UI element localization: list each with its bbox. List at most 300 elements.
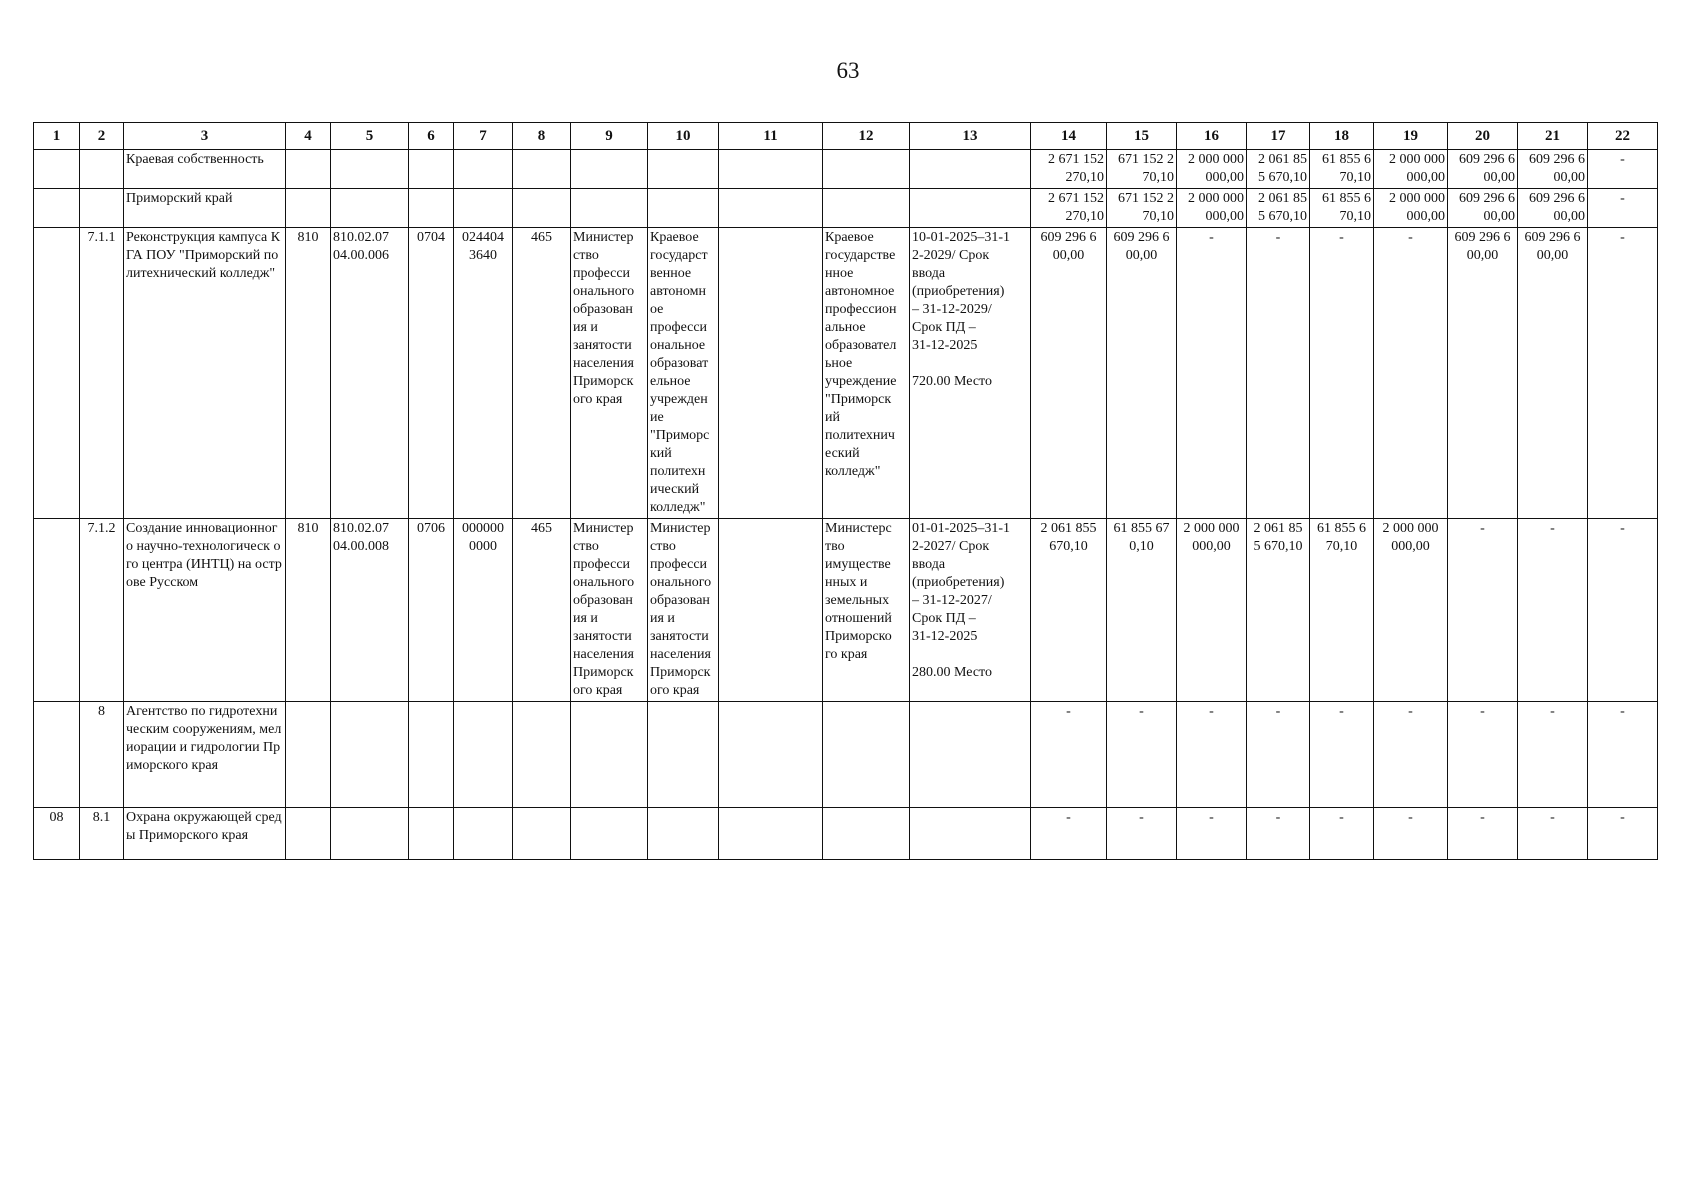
cell-col-12 <box>823 150 910 189</box>
column-header-8: 8 <box>513 123 571 150</box>
cell-line: 000,00 <box>1205 170 1244 185</box>
cell-line: 2 000 000 <box>1389 191 1445 206</box>
cell-col-15 <box>1107 189 1177 228</box>
cell-col-18 <box>1310 189 1374 228</box>
cell-col-1 <box>34 150 80 189</box>
cell-col-12 <box>823 702 910 808</box>
cell-col-16: - <box>1177 702 1247 808</box>
cell-line: 000000 <box>462 521 504 536</box>
cell-line: 000,00 <box>1406 170 1445 185</box>
cell-line: государстве <box>825 248 896 263</box>
cell-col-9 <box>571 519 648 702</box>
cell-col-18: - <box>1310 228 1374 519</box>
cell-col-9 <box>571 228 648 519</box>
cell-line: ия и <box>573 320 598 335</box>
cell-col-9 <box>571 702 648 808</box>
cell-line: образовател <box>825 338 897 353</box>
cell-line: еский <box>825 446 860 461</box>
cell-col-10 <box>648 808 719 860</box>
cell-col-12 <box>823 228 910 519</box>
cell-col-22: - <box>1588 189 1658 228</box>
cell-line: 00,00 <box>1553 170 1585 185</box>
cell-line: 609 296 6 <box>1529 152 1585 167</box>
cell-col-7 <box>454 519 513 702</box>
cell-line: 270,10 <box>1065 170 1104 185</box>
cell-line: го края <box>825 647 868 662</box>
cell-line: 2 000 000 <box>1188 191 1244 206</box>
cell-line: 609 296 6 <box>1113 230 1170 245</box>
cell-col-16: - <box>1177 228 1247 519</box>
cell-line: – 31-12-2029/ <box>912 302 992 317</box>
cell-line: Министер <box>573 521 634 536</box>
column-header-2: 2 <box>80 123 124 150</box>
cell-col-3: Агентство по гидротехническим сооружениям, мелиорации и гидрологии Приморского края <box>124 702 286 808</box>
cell-col-13 <box>910 150 1031 189</box>
cell-line: 2 000 000 <box>1382 521 1439 536</box>
cell-line: государст <box>650 248 708 263</box>
cell-col-19 <box>1374 189 1448 228</box>
cell-line: занятости <box>573 338 632 353</box>
cell-line: 000,00 <box>1192 539 1231 554</box>
column-header-1: 1 <box>34 123 80 150</box>
cell-col-16: - <box>1177 808 1247 860</box>
cell-line: 2 061 85 <box>1258 191 1307 206</box>
cell-line: 609 296 6 <box>1459 152 1515 167</box>
cell-col-20: - <box>1448 702 1518 808</box>
cell-line: 70,10 <box>1339 209 1371 224</box>
cell-col-2 <box>80 150 124 189</box>
cell-col-21: - <box>1518 808 1588 860</box>
cell-line: образован <box>650 593 710 608</box>
table-row <box>34 189 1658 228</box>
cell-col-19: - <box>1374 808 1448 860</box>
cell-line: Срок ПД – <box>912 320 976 335</box>
cell-col-4 <box>286 808 331 860</box>
cell-line: 31-12-2025 <box>912 338 978 353</box>
cell-line: 280.00 Место <box>912 665 992 680</box>
cell-line: 61 855 6 <box>1322 191 1371 206</box>
cell-col-2: 8 <box>80 702 124 808</box>
cell-line: 609 296 6 <box>1524 230 1581 245</box>
cell-col-3: Краевая собственность <box>124 150 286 189</box>
cell-line: 70,10 <box>1325 539 1358 554</box>
cell-line: земельных <box>825 593 890 608</box>
cell-col-2: 7.1.1 <box>80 228 124 519</box>
cell-line: 0000 <box>469 539 497 554</box>
cell-col-15 <box>1107 150 1177 189</box>
cell-line: 61 855 6 <box>1322 152 1371 167</box>
cell-line: нное <box>825 266 854 281</box>
cell-line: 670,10 <box>1049 539 1088 554</box>
column-header-6: 6 <box>409 123 454 150</box>
cell-col-22: - <box>1588 519 1658 702</box>
column-header-5: 5 <box>331 123 409 150</box>
cell-line: ого края <box>573 392 623 407</box>
cell-col-22: - <box>1588 228 1658 519</box>
cell-line: 5 670,10 <box>1258 170 1307 185</box>
budget-table <box>33 122 1658 860</box>
cell-line: автономн <box>650 284 706 299</box>
page-number: 63 <box>836 58 860 83</box>
cell-line: ое <box>650 302 664 317</box>
cell-col-11 <box>719 228 823 519</box>
table-row <box>34 519 1658 702</box>
cell-col-17: - <box>1247 808 1310 860</box>
cell-line: 61 855 67 <box>1113 521 1170 536</box>
cell-line: учреждение <box>825 374 897 389</box>
cell-line: 2 671 152 <box>1048 191 1104 206</box>
cell-col-8 <box>513 808 571 860</box>
cell-col-4 <box>286 702 331 808</box>
cell-line: 01-01-2025–31-1 <box>912 521 1010 536</box>
cell-line: 2-2029/ Срок <box>912 248 990 263</box>
cell-col-21 <box>1518 150 1588 189</box>
cell-col-4 <box>286 189 331 228</box>
cell-col-13 <box>910 702 1031 808</box>
cell-col-8 <box>513 189 571 228</box>
cell-col-21: - <box>1518 702 1588 808</box>
cell-line: ельное <box>650 374 691 389</box>
cell-col-15 <box>1107 519 1177 702</box>
cell-line <box>912 646 1028 664</box>
cell-col-7 <box>454 808 513 860</box>
cell-line: "Приморск <box>825 392 892 407</box>
cell-line: 2 000 000 <box>1389 152 1445 167</box>
column-header-16: 16 <box>1177 123 1247 150</box>
table-row <box>34 150 1658 189</box>
table-row <box>34 228 1658 519</box>
cell-line: Приморск <box>573 374 634 389</box>
cell-line: ический <box>650 482 700 497</box>
cell-col-20: - <box>1448 519 1518 702</box>
cell-line: 70,10 <box>1339 170 1371 185</box>
cell-col-6 <box>409 150 454 189</box>
cell-line: колледж" <box>650 500 706 515</box>
cell-line: 70,10 <box>1142 170 1174 185</box>
cell-line: 2 000 000 <box>1188 152 1244 167</box>
cell-line: политехн <box>650 464 706 479</box>
cell-line: ввода <box>912 266 946 281</box>
cell-col-18: - <box>1310 702 1374 808</box>
cell-line: 04.00.008 <box>333 539 389 554</box>
cell-line: кий <box>650 446 672 461</box>
cell-col-10 <box>648 189 719 228</box>
cell-line: венное <box>650 266 692 281</box>
cell-col-20: - <box>1448 808 1518 860</box>
cell-line: онального <box>573 575 635 590</box>
cell-col-7 <box>454 150 513 189</box>
cell-line: 609 296 6 <box>1454 230 1511 245</box>
cell-col-19: - <box>1374 702 1448 808</box>
header-row <box>34 123 1658 150</box>
cell-col-4: 810 <box>286 228 331 519</box>
cell-line: 720.00 Место <box>912 374 992 389</box>
cell-col-8 <box>513 150 571 189</box>
cell-line <box>912 355 1028 373</box>
cell-line: 609 296 6 <box>1459 191 1515 206</box>
cell-col-3: Создание инновационного научно-технологическ ого центра (ИНТЦ) на острове Русском <box>124 519 286 702</box>
cell-col-18 <box>1310 519 1374 702</box>
cell-line: 00,00 <box>1483 209 1515 224</box>
cell-col-14: - <box>1031 808 1107 860</box>
cell-col-10 <box>648 702 719 808</box>
cell-line: населения <box>573 647 634 662</box>
cell-col-11 <box>719 189 823 228</box>
cell-col-6 <box>409 808 454 860</box>
cell-line: образован <box>573 302 633 317</box>
cell-col-1 <box>34 189 80 228</box>
cell-line: ого края <box>573 683 623 698</box>
cell-col-4: 810 <box>286 519 331 702</box>
cell-line: 000,00 <box>1205 209 1244 224</box>
cell-line: 000,00 <box>1406 209 1445 224</box>
cell-line: занятости <box>573 629 632 644</box>
table-row <box>34 702 1658 808</box>
cell-col-6: 0706 <box>409 519 454 702</box>
cell-col-20 <box>1448 228 1518 519</box>
cell-col-22: - <box>1588 150 1658 189</box>
cell-line: ий <box>825 410 840 425</box>
cell-line: населения <box>573 356 634 371</box>
cell-line: отношений <box>825 611 892 626</box>
cell-col-20 <box>1448 189 1518 228</box>
cell-col-17 <box>1247 519 1310 702</box>
cell-line: 10-01-2025–31-1 <box>912 230 1010 245</box>
cell-col-18: - <box>1310 808 1374 860</box>
cell-col-11 <box>719 150 823 189</box>
cell-line: ональное <box>650 338 706 353</box>
cell-line: 3640 <box>469 248 497 263</box>
cell-col-13 <box>910 189 1031 228</box>
cell-line: образоват <box>650 356 709 371</box>
cell-col-15: - <box>1107 702 1177 808</box>
cell-col-5 <box>331 150 409 189</box>
cell-line: учрежден <box>650 392 708 407</box>
cell-col-15: - <box>1107 808 1177 860</box>
cell-line: 671 152 2 <box>1118 152 1174 167</box>
cell-line: политехнич <box>825 428 895 443</box>
cell-col-3: Приморский край <box>124 189 286 228</box>
cell-col-10 <box>648 519 719 702</box>
cell-line: 2 671 152 <box>1048 152 1104 167</box>
cell-line: 609 296 6 <box>1529 191 1585 206</box>
cell-col-5 <box>331 228 409 519</box>
cell-line: ия и <box>650 611 675 626</box>
cell-line: населения <box>650 647 711 662</box>
cell-line: онального <box>573 284 635 299</box>
cell-col-20 <box>1448 150 1518 189</box>
cell-line: тво <box>825 539 845 554</box>
cell-col-5 <box>331 702 409 808</box>
cell-line: образован <box>573 593 633 608</box>
cell-line: 024404 <box>462 230 504 245</box>
cell-line: нных и <box>825 575 868 590</box>
cell-col-17 <box>1247 150 1310 189</box>
cell-line: альное <box>825 320 866 335</box>
cell-col-16 <box>1177 189 1247 228</box>
cell-col-3: Реконструкция кампуса КГА ПОУ "Приморский политехнический колледж" <box>124 228 286 519</box>
cell-line: профессион <box>825 302 897 317</box>
cell-col-2 <box>80 189 124 228</box>
cell-line: 2 061 855 <box>1040 521 1097 536</box>
cell-col-18 <box>1310 150 1374 189</box>
cell-col-19: - <box>1374 228 1448 519</box>
column-header-22: 22 <box>1588 123 1658 150</box>
column-header-13: 13 <box>910 123 1031 150</box>
cell-col-21: - <box>1518 519 1588 702</box>
column-header-18: 18 <box>1310 123 1374 150</box>
cell-col-14: - <box>1031 702 1107 808</box>
cell-line: ство <box>650 539 676 554</box>
cell-line: 2 061 85 <box>1253 521 1303 536</box>
cell-line: Приморск <box>573 665 634 680</box>
column-header-3: 3 <box>124 123 286 150</box>
cell-line: професси <box>573 266 631 281</box>
cell-col-5 <box>331 189 409 228</box>
cell-col-8: 465 <box>513 519 571 702</box>
cell-line: 671 152 2 <box>1118 191 1174 206</box>
cell-col-5 <box>331 519 409 702</box>
cell-col-6 <box>409 189 454 228</box>
cell-line: Срок ПД – <box>912 611 976 626</box>
cell-col-10 <box>648 150 719 189</box>
column-header-7: 7 <box>454 123 513 150</box>
cell-line: 5 670,10 <box>1258 209 1307 224</box>
cell-line: 2 061 85 <box>1258 152 1307 167</box>
cell-line: 00,00 <box>1052 248 1085 263</box>
cell-line: Краевое <box>650 230 699 245</box>
cell-col-11 <box>719 519 823 702</box>
cell-line: 00,00 <box>1466 248 1499 263</box>
cell-line: 00,00 <box>1536 248 1569 263</box>
cell-col-14 <box>1031 519 1107 702</box>
column-header-10: 10 <box>648 123 719 150</box>
cell-col-7 <box>454 228 513 519</box>
cell-col-2: 8.1 <box>80 808 124 860</box>
cell-col-1 <box>34 519 80 702</box>
cell-line: (приобретения) <box>912 575 1005 590</box>
cell-line: Министер <box>573 230 634 245</box>
cell-line: (приобретения) <box>912 284 1005 299</box>
cell-col-13 <box>910 519 1031 702</box>
cell-col-11 <box>719 702 823 808</box>
cell-line: 000,00 <box>1391 539 1430 554</box>
column-header-21: 21 <box>1518 123 1588 150</box>
cell-line: ие <box>650 410 664 425</box>
cell-col-15 <box>1107 228 1177 519</box>
cell-col-4 <box>286 150 331 189</box>
cell-line: – 31-12-2027/ <box>912 593 992 608</box>
cell-line: 31-12-2025 <box>912 629 978 644</box>
cell-line: професси <box>650 557 708 572</box>
cell-line: Краевое <box>825 230 874 245</box>
cell-col-12 <box>823 519 910 702</box>
cell-line: Приморско <box>825 629 892 644</box>
cell-line: колледж" <box>825 464 881 479</box>
cell-col-16 <box>1177 150 1247 189</box>
cell-line: онального <box>650 575 712 590</box>
cell-col-9 <box>571 189 648 228</box>
cell-line: 00,00 <box>1125 248 1158 263</box>
table-row <box>34 808 1658 860</box>
cell-line: "Приморс <box>650 428 710 443</box>
cell-col-17: - <box>1247 228 1310 519</box>
cell-col-19 <box>1374 150 1448 189</box>
cell-line: ство <box>573 539 599 554</box>
cell-line: занятости <box>650 629 709 644</box>
cell-col-7 <box>454 189 513 228</box>
cell-col-14 <box>1031 189 1107 228</box>
cell-col-12 <box>823 189 910 228</box>
cell-line: 61 855 6 <box>1317 521 1366 536</box>
cell-line: 810.02.07 <box>333 521 389 536</box>
cell-col-9 <box>571 150 648 189</box>
cell-line: 5 670,10 <box>1253 539 1303 554</box>
column-header-15: 15 <box>1107 123 1177 150</box>
cell-line: 04.00.006 <box>333 248 389 263</box>
cell-line: 810.02.07 <box>333 230 389 245</box>
cell-col-12 <box>823 808 910 860</box>
cell-line: 270,10 <box>1065 209 1104 224</box>
cell-line: Министерс <box>825 521 892 536</box>
cell-col-16 <box>1177 519 1247 702</box>
cell-col-10 <box>648 228 719 519</box>
cell-line: ьное <box>825 356 853 371</box>
cell-line: 70,10 <box>1142 209 1174 224</box>
cell-col-13 <box>910 228 1031 519</box>
cell-line: ство <box>573 248 599 263</box>
cell-col-5 <box>331 808 409 860</box>
cell-line: ия и <box>573 611 598 626</box>
column-header-19: 19 <box>1374 123 1448 150</box>
column-header-20: 20 <box>1448 123 1518 150</box>
cell-col-1 <box>34 702 80 808</box>
column-header-17: 17 <box>1247 123 1310 150</box>
cell-col-3: Охрана окружающей среды Приморского края <box>124 808 286 860</box>
cell-col-22: - <box>1588 702 1658 808</box>
cell-col-2: 7.1.2 <box>80 519 124 702</box>
cell-line: 609 296 6 <box>1040 230 1097 245</box>
column-header-14: 14 <box>1031 123 1107 150</box>
cell-col-1 <box>34 228 80 519</box>
column-header-4: 4 <box>286 123 331 150</box>
cell-line: имуществе <box>825 557 891 572</box>
cell-line: Министер <box>650 521 711 536</box>
cell-line: автономное <box>825 284 895 299</box>
cell-col-8 <box>513 702 571 808</box>
cell-col-7 <box>454 702 513 808</box>
table-body <box>34 150 1658 860</box>
column-header-12: 12 <box>823 123 910 150</box>
cell-line: ввода <box>912 557 946 572</box>
cell-line: 00,00 <box>1483 170 1515 185</box>
cell-line: 00,00 <box>1553 209 1585 224</box>
column-header-11: 11 <box>719 123 823 150</box>
cell-col-6: 0704 <box>409 228 454 519</box>
cell-line: ого края <box>650 683 700 698</box>
cell-line: професси <box>573 557 631 572</box>
cell-col-1: 08 <box>34 808 80 860</box>
cell-col-11 <box>719 808 823 860</box>
cell-col-14 <box>1031 228 1107 519</box>
cell-line: професси <box>650 320 708 335</box>
column-header-9: 9 <box>571 123 648 150</box>
cell-col-21 <box>1518 189 1588 228</box>
cell-col-6 <box>409 702 454 808</box>
cell-col-21 <box>1518 228 1588 519</box>
cell-col-9 <box>571 808 648 860</box>
cell-line: 2-2027/ Срок <box>912 539 990 554</box>
